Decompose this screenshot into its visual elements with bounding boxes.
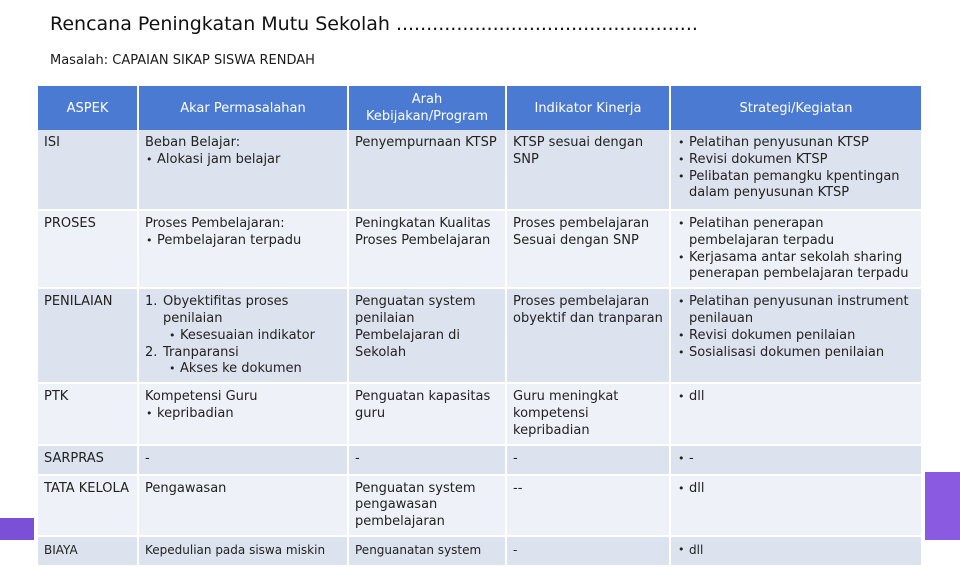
cell-aspek: PROSES bbox=[38, 210, 138, 288]
problem-statement bbox=[50, 53, 315, 68]
cell-arah-kebijakan: Penyempurnaan KTSP bbox=[348, 130, 506, 210]
cell-aspek: SARPRAS bbox=[38, 445, 138, 475]
list-item: • kepribadian bbox=[145, 406, 341, 423]
cell-akar-permasalahan: Kepedulian pada siswa miskin bbox=[138, 536, 348, 566]
cell-akar-permasalahan: Pengawasan bbox=[138, 475, 348, 536]
cell-indikator-kinerja: - bbox=[506, 536, 670, 566]
table-row bbox=[38, 130, 922, 210]
table-row bbox=[38, 445, 922, 475]
header-aspek: ASPEK bbox=[38, 86, 138, 130]
cell-indikator-kinerja: Proses pembelajaran Sesuai dengan SNP bbox=[506, 210, 670, 288]
cell-arah-kebijakan: Penguanatan system bbox=[348, 536, 506, 566]
decorative-corner-block bbox=[0, 518, 34, 540]
list-item: 2. Tranparansi • Akses ke dokumen bbox=[145, 345, 341, 379]
list-item: • Alokasi jam belajar bbox=[145, 152, 341, 169]
cell-strategi-kegiatan bbox=[670, 383, 922, 444]
akar-title: Kompetensi Guru bbox=[145, 389, 258, 405]
cell-indikator-kinerja: Guru meningkat kompetensi kepribadian bbox=[506, 383, 670, 444]
cell-indikator-kinerja: - bbox=[506, 445, 670, 475]
cell-indikator-kinerja: -- bbox=[506, 475, 670, 536]
cell-akar-permasalahan bbox=[138, 288, 348, 383]
list-item: • dll bbox=[677, 481, 915, 498]
table-header-row bbox=[38, 86, 922, 130]
cell-strategi-kegiatan bbox=[670, 445, 922, 475]
list-item: • Pelibatan pemangku kpentingan dalam penyusunan KTSP bbox=[677, 169, 915, 203]
list-item: • Pembelajaran terpadu bbox=[145, 233, 341, 250]
list-item: 1. Obyektifitas proses penilaian • Kesesuaian indikator bbox=[145, 294, 341, 344]
cell-indikator-kinerja: Proses pembelajaran obyektif dan tranparan bbox=[506, 288, 670, 383]
rpms-table bbox=[38, 86, 923, 567]
cell-aspek: ISI bbox=[38, 130, 138, 210]
problem-label: Masalah: bbox=[50, 53, 109, 68]
akar-title: Proses Pembelajaran: bbox=[145, 216, 285, 231]
page-title: Rencana Peningkatan Mutu Sekolah .................................................. bbox=[50, 13, 698, 35]
cell-strategi-kegiatan bbox=[670, 210, 922, 288]
cell-strategi-kegiatan bbox=[670, 130, 922, 210]
cell-arah-kebijakan: Penguatan kapasitas guru bbox=[348, 383, 506, 444]
header-indikator-kinerja: Indikator Kinerja bbox=[506, 86, 670, 130]
cell-arah-kebijakan: Penguatan system penilaian Pembelajaran di Sekolah bbox=[348, 288, 506, 383]
cell-akar-permasalahan: - bbox=[138, 445, 348, 475]
list-item: • Pelatihan penerapan pembelajaran terpadu bbox=[677, 216, 915, 250]
cell-arah-kebijakan: - bbox=[348, 445, 506, 475]
cell-akar-permasalahan bbox=[138, 383, 348, 444]
cell-akar-permasalahan bbox=[138, 210, 348, 288]
list-item: • Revisi dokumen KTSP bbox=[677, 152, 915, 169]
cell-strategi-kegiatan bbox=[670, 536, 922, 566]
cell-strategi-kegiatan bbox=[670, 475, 922, 536]
cell-strategi-kegiatan bbox=[670, 288, 922, 383]
problem-value: CAPAIAN SIKAP SISWA RENDAH bbox=[112, 53, 315, 68]
list-item: • dll bbox=[677, 389, 915, 406]
cell-aspek: PENILAIAN bbox=[38, 288, 138, 383]
list-item: • Pelatihan penyusunan instrument penilauan bbox=[677, 294, 915, 328]
list-item: • Revisi dokumen penilaian bbox=[677, 328, 915, 345]
header-akar-permasalahan: Akar Permasalahan bbox=[138, 86, 348, 130]
cell-arah-kebijakan: Penguatan system pengawasan pembelajaran bbox=[348, 475, 506, 536]
list-item: • Kerjasama antar sekolah sharing penerapan pembelajaran terpadu bbox=[677, 250, 915, 284]
akar-title: Beban Belajar: bbox=[145, 135, 241, 150]
cell-aspek: PTK bbox=[38, 383, 138, 444]
list-item: • Kesesuaian indikator bbox=[169, 328, 341, 345]
cell-indikator-kinerja: KTSP sesuai dengan SNP bbox=[506, 130, 670, 210]
list-item: • Sosialisasi dokumen penilaian bbox=[677, 345, 915, 362]
table-row bbox=[38, 475, 922, 536]
table-row bbox=[38, 383, 922, 444]
table-row bbox=[38, 210, 922, 288]
cell-arah-kebijakan: Peningkatan Kualitas Proses Pembelajaran bbox=[348, 210, 506, 288]
list-item: • Pelatihan penyusunan KTSP bbox=[677, 135, 915, 152]
cell-aspek: BIAYA bbox=[38, 536, 138, 566]
decorative-side-block bbox=[925, 472, 960, 540]
cell-aspek: TATA KELOLA bbox=[38, 475, 138, 536]
list-item: • - bbox=[677, 451, 915, 468]
header-strategi-kegiatan: Strategi/Kegiatan bbox=[670, 86, 922, 130]
table-row bbox=[38, 536, 922, 566]
list-item: • Akses ke dokumen bbox=[169, 361, 341, 378]
list-item: • dll bbox=[677, 542, 915, 559]
cell-akar-permasalahan bbox=[138, 130, 348, 210]
header-arah-kebijakan: Arah Kebijakan/Program bbox=[348, 86, 506, 130]
table-row bbox=[38, 288, 922, 383]
